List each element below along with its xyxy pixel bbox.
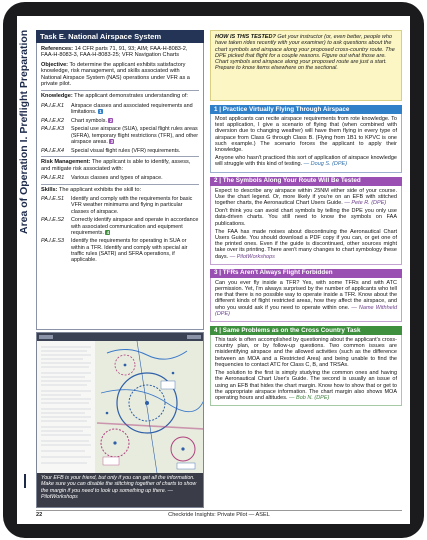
skills-code: PA.I.E.S3 [41, 238, 64, 245]
tip-reference-badge: 3 [110, 138, 114, 144]
divider [41, 184, 199, 185]
risk-item [41, 175, 199, 181]
objective: Objective: To determine the applicant exhibits satisfactory knowledge, risk management, and skills associated with National Airspace System (NAS) operations under VFR as a private pilot. [41, 61, 190, 88]
knowledge-intro: Knowledge: The applicant demonstrates understanding of: [41, 93, 188, 100]
tip-reference-badge: 2 [109, 117, 113, 123]
references: References: 14 CFR parts 71, 91, 93; AIM; FAA-H-8083-2, FAA-H-8083-3, FAA-H-8083-25; VFR Navigation Charts [41, 46, 188, 59]
task-heading: Task E. National Airspace System [36, 30, 204, 43]
skills-text: Correctly identify airspace and operate in accordance with associated communication and equipment requirements. 4 [71, 217, 199, 236]
section-2-heading: 2 | The Symbols Along Your Route Will Be Tested [210, 177, 402, 186]
footer-rule [36, 510, 402, 511]
tablet-frame [3, 2, 424, 538]
risk-list [41, 175, 199, 181]
risk-code: PA.I.E.R1 [41, 175, 65, 182]
risk-intro: Risk Management: The applicant is able to identify, assess, and mitigate risk associated with: [41, 159, 191, 172]
skills-intro: Skills: The applicant exhibits the skill to: [41, 186, 142, 193]
skills-code: PA.I.E.S2 [41, 217, 64, 224]
knowledge-text: Special use airspace (SUA), special flight rules areas (SFRA), temporary flight restrictions (TFR), and other airspace areas. 3 [71, 126, 199, 145]
section-2-body: Expect to describe any airspace within 25NM either side of your course. Use the chart legend. Or, more likely if you're on an EFB with stitched together charts, the Aeronautical Chart Users Guide. — Pete R. (DPE) Don't think you can avoid chart symbols by telling the DPE you only use data-driven charts. You still need to know the symbols on FAA publications. The FAA has made noises about discontinuing the Aeronautical Chart Users Guide. You should download a PDF copy if you can, or get one of the printed ones. Even if the guide is discontinued, other sources might take over its printing. There aren't many changes to chart symbology these days. — PilotWorkshops [210, 186, 402, 265]
divider [41, 90, 199, 91]
knowledge-text: Chart symbols. 2 [71, 117, 113, 124]
footer-title: Checkride Insights: Private Pilot — ASEL [168, 512, 270, 518]
map-caption: Your EFB is your friend, but only if you can get all the information. Make sure you can disable the stitching together of charts to show the margin if you need to look up something up there. —PilotWorkshops [37, 473, 203, 507]
knowledge-item [41, 148, 199, 154]
knowledge-item [41, 118, 199, 124]
screen [17, 16, 410, 524]
knowledge-code: PA.I.E.K3 [41, 126, 64, 133]
how-is-this-tested-box: HOW IS THIS TESTED? Get your instructor (or, even better, people who have taken rides recently with your examiner) to ask questions about the chart symbols and airspace along your proposed cross-country route. The DPE picked that flight for a couple reasons. Figure out what those are. Chart symbols and airspace along your proposed route are just a start. Prepare to know items elsewhere on the sectional. [210, 30, 402, 101]
section-4-body: This task is often accomplished by questioning about the applicant's cross-country plan, or by follow-up questions. Two common issues are misidentifying airspace and the allowed activities (such as the difference between an MOA and a Restricted Area) and being unable to find the frequencies to contact ATC for Class C, B, and TRSAs. The solution to the first is simply studying the common ones and having the Aeronautical Chart User's Guide. The second is usually an issue of using an EFB that hides the chart margin. Know how to show that or get to the appropriate airspace information. The chart margin also shows MOA operating hours and altitudes. — Bob N. (DPE) [210, 335, 402, 406]
skills-list [41, 196, 199, 263]
section-1-body: Most applicants can recite airspace requirements from rote knowledge. To test application, I give a scenario of flying that (when combined with diversion due to changing weather) will have them flying in every type of airspace from Class G through Class B. (Flying from 1B1 to KPVC is one such example.) The scenario forces the applicant to apply their knowledge. Anyone who hasn't practiced this sort of application of airspace knowledge will struggle with this kind of testing. — Doug S. (DPE) [210, 114, 402, 173]
skills-code: PA.I.E.S1 [41, 196, 64, 203]
skills-item [41, 217, 199, 236]
knowledge-item [41, 126, 199, 145]
knowledge-list [41, 103, 199, 154]
tip-reference-badge: 1 [99, 109, 102, 115]
insights-column [210, 30, 402, 510]
section-3-heading: 3 | TFRs Aren't Always Flight Forbidden [210, 269, 402, 278]
knowledge-text: Airspace classes and associated requirements and limitations. 1 [71, 102, 193, 116]
knowledge-text: Special visual flight rules (VFR) requirements. [71, 147, 181, 154]
section-3-body: Can you ever fly inside a TFR? Yes, with some TFRs and with ATC permission. Yet, I'm always surprised by the number of applicants who tell me that there is no possible way to operate inside a TFR. Know about the different kinds of flight restricted areas, how they affect the airspace, and who you would ask if you need to operate within one. — Name Withheld (DPE) [210, 278, 402, 322]
knowledge-code: PA.I.E.K1 [41, 102, 64, 109]
section-1-heading: 1 | Practice Virtually Flying Through Airspace [210, 105, 402, 114]
efb-sectional-chart-image [36, 332, 204, 508]
skills-item [41, 196, 199, 215]
tip-reference-badge: 4 [106, 229, 110, 235]
risk-text: Various classes and types of airspace. [71, 175, 163, 182]
sidebar-marker [24, 474, 26, 488]
page-number: 22 [36, 512, 43, 518]
section-4-heading: 4 | Same Problems as on the Cross Country Task [210, 326, 402, 335]
page-footer [36, 512, 402, 521]
divider [41, 156, 199, 157]
knowledge-code: PA.I.E.K4 [41, 147, 64, 154]
area-of-operation-title: Area of Operation I. Preflight Preparation [18, 30, 30, 235]
knowledge-code: PA.I.E.K2 [41, 117, 64, 124]
knowledge-item [41, 103, 199, 115]
skills-item [41, 238, 199, 263]
skills-text: Identify and comply with the requirements for basic VFR weather minimums and flying in particular classes of airspace. [71, 196, 193, 215]
document-page [17, 16, 410, 524]
task-details [36, 43, 204, 330]
skills-text: Identify the requirements for operating in SUA or within a TFR. Identify and comply with special air traffic rules (SATR) and SFRA operations, if applicable. [71, 238, 188, 264]
task-panel [36, 30, 204, 330]
